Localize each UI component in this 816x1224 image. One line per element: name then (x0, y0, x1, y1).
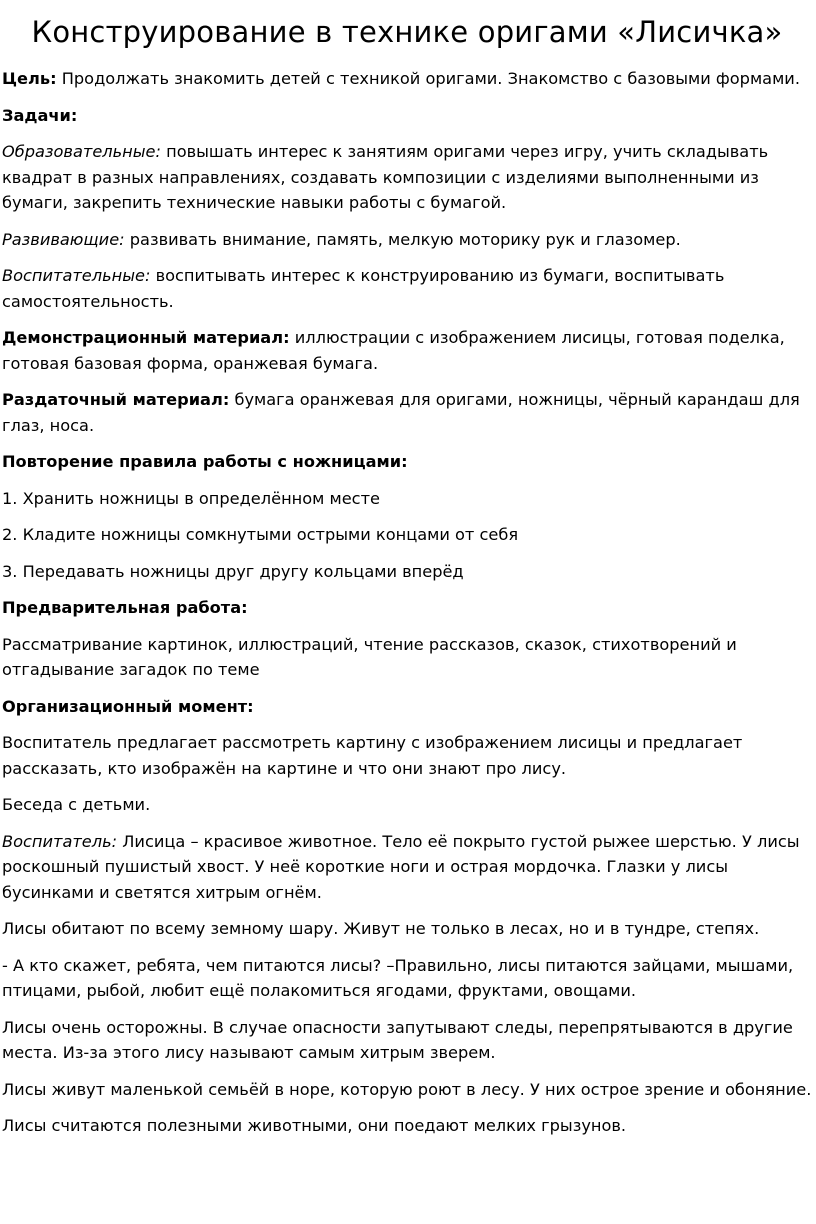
prelim-text: Рассматривание картинок, иллюстраций, чтение рассказов, сказок, стихотворений и отгадывание загадок по теме (2, 634, 737, 679)
org-text: Воспитатель предлагает рассмотреть картину с изображением лисицы и предлагает рассказать, кто изображён на картине и что они знают про лису. (2, 733, 743, 778)
scissors-rule: 3. Передавать ножницы друг другу кольцами вперёд (2, 561, 464, 581)
tasks-heading (2, 103, 812, 129)
scissors-rule: 1. Хранить ножницы в определённом месте (2, 488, 380, 508)
org-heading-text: Организационный момент: (2, 696, 254, 716)
tasks-heading-text: Задачи: (2, 105, 78, 125)
conversation-text: Беседа с детьми. (2, 795, 151, 814)
task-text: воспитывать интерес к конструированию из бумаги, воспитывать самостоятельность. (2, 266, 725, 311)
goal-text: Продолжать знакомить детей с техникой оригами. Знакомство с базовыми формами. (61, 69, 800, 88)
demo-material-text: иллюстрации с изображением лисицы, готовая поделка, готовая базовая форма, оранжевая бумага. (2, 328, 785, 373)
body-paragraph: Лисы очень осторожны. В случае опасности запутывают следы, перепрятываются в другие места. Из-за этого лису называют самым хитрым зверем. (2, 1017, 793, 1062)
demo-material-label: Демонстрационный материал: (2, 328, 290, 347)
goal-paragraph (2, 66, 812, 92)
task-developing (2, 227, 812, 253)
handout-material-label: Раздаточный материал: (2, 390, 230, 409)
body-paragraph: Лисы живут маленькой семьёй в норе, которую роют в лесу. У них острое зрение и обоняние. (2, 1079, 812, 1099)
handout-material-text: бумага оранжевая для оригами, ножницы, чёрный карандаш для глаз, носа. (2, 390, 800, 435)
goal-label: Цель: (2, 69, 57, 88)
teacher-text: Лисица – красивое животное. Тело её покрыто густой рыжее шерстью. У лисы роскошный пушистый хвост. У неё короткие ноги и острая мордочка. Глазки у лисы бусинками и светятся хитрым огнём. (2, 831, 800, 902)
handout-material-paragraph (2, 387, 812, 438)
task-label: Развивающие: (2, 229, 125, 249)
scissors-heading-text: Повторение правила работы с ножницами: (2, 452, 408, 471)
prelim-heading (2, 595, 812, 621)
task-label: Воспитательные: (2, 266, 151, 285)
task-label: Образовательные: (2, 142, 161, 161)
page-title: Конструирование в технике оригами «Лисичка» (31, 15, 783, 49)
task-text: развивать внимание, память, мелкую моторику рук и глазомер. (129, 229, 681, 249)
prelim-heading-text: Предварительная работа: (2, 598, 248, 617)
scissors-heading (2, 449, 812, 475)
teacher-paragraph (2, 829, 812, 906)
body-paragraph: - А кто скажет, ребята, чем питаются лисы? –Правильно, лисы питаются зайцами, мышами, птицами, рыбой, любит ещё полакомиться ягодами, фруктами, овощами. (2, 955, 794, 1000)
task-text: повышать интерес к занятиям оригами через игру, учить складывать квадрат в разных направлениях, создавать композиции с изделиями выполненными из бумаги, закрепить технические навыки работы с бумагой. (2, 142, 769, 212)
body-paragraph: Лисы считаются полезными животными, они поедают мелких грызунов. (2, 1116, 627, 1135)
scissors-rule: 2. Кладите ножницы сомкнутыми острыми концами от себя (2, 525, 519, 544)
task-educational (2, 139, 812, 216)
teacher-label: Воспитатель: (2, 831, 118, 851)
demo-material-paragraph (2, 325, 812, 376)
body-paragraph: Лисы обитают по всему земному шару. Живут не только в лесах, но и в тундре, степях. (2, 919, 760, 938)
org-heading (2, 694, 812, 720)
task-upbringing (2, 263, 812, 314)
